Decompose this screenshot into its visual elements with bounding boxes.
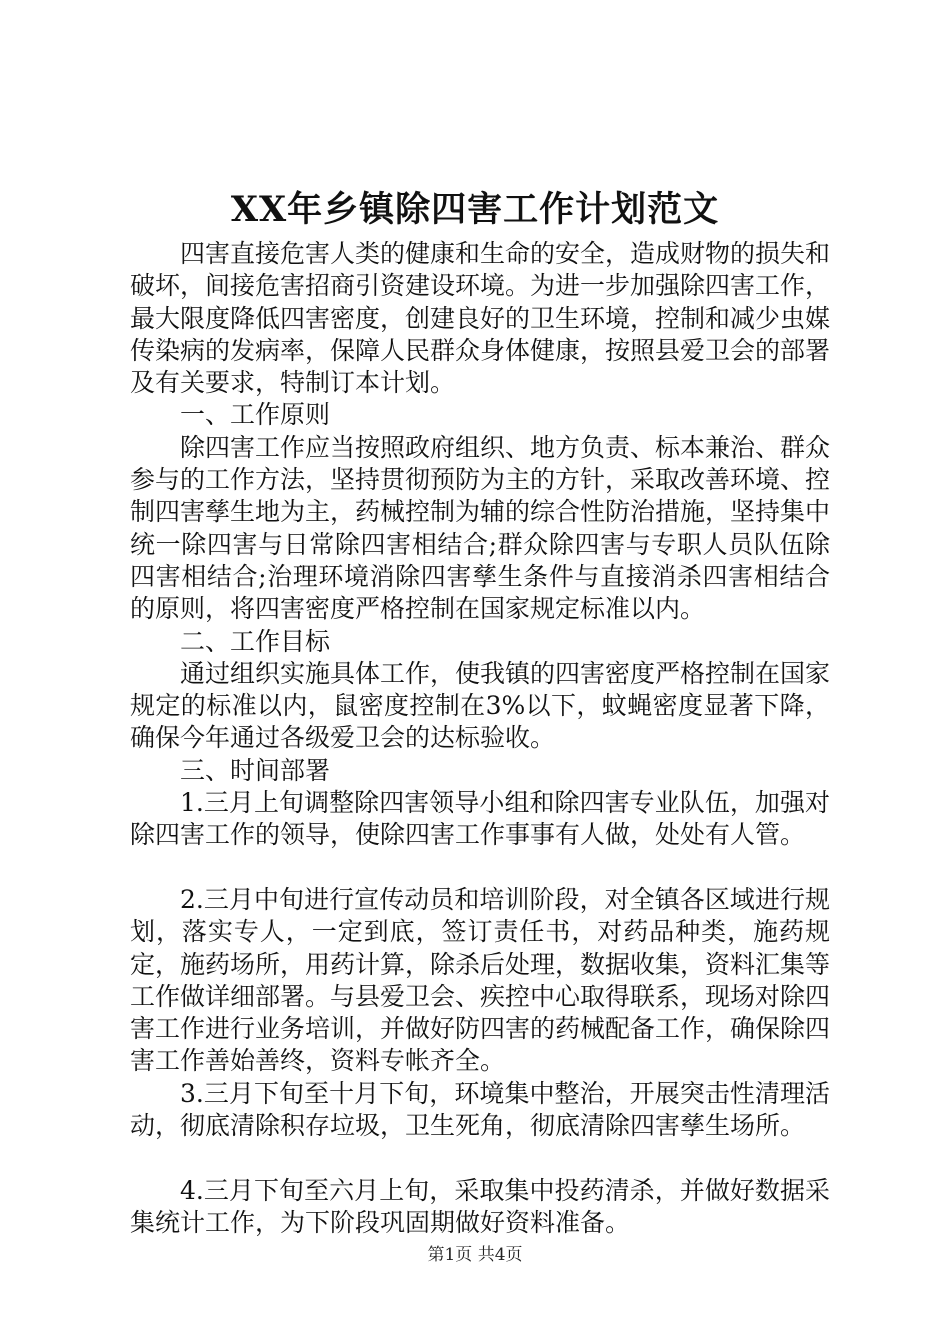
- page-number-footer: 第1页 共4页: [427, 1245, 523, 1265]
- principles-paragraph: 除四害工作应当按照政府组织、地方负责、标本兼治、群众参与的工作方法，坚持贯彻预防为主的方针，采取改善环境、控制四害孳生地为主，药械控制为辅的综合性防治措施，坚持集中统一除四害与日常除四害相结合;群众除四害与专职人员队伍除四害相结合;治理环境消除四害孳生条件与直接消杀四害相结合的原则，将四害密度严格控制在国家规定标准以内。: [130, 432, 831, 624]
- schedule-item-4: 4.三月下旬至六月上旬，采取集中投药清杀，并做好数据采集统计工作，为下阶段巩固期做好资料准备。: [130, 1175, 830, 1237]
- schedule-item-2: 2.三月中旬进行宣传动员和培训阶段，对全镇各区域进行规划，落实专人，一定到底，签订责任书，对药品种类，施药规定，施药场所，用药计算，除杀后处理，数据收集，资料汇集等工作做详细部署。与县爱卫会、疾控中心取得联系，现场对除四害工作进行业务培训，并做好防四害的药械配备工作，确保除四害工作善始善终，资料专帐齐全。: [130, 884, 831, 1076]
- section-heading-goals: 二、工作目标: [180, 626, 331, 656]
- section-heading-schedule: 三、时间部署: [180, 755, 331, 785]
- schedule-item-3: 3.三月下旬至十月下旬，环境集中整治，开展突击性清理活动，彻底清除积存垃圾，卫生死角，彻底清除四害孳生场所。: [130, 1078, 830, 1141]
- section-heading-principles: 一、工作原则: [180, 400, 331, 430]
- intro-paragraph: 四害直接危害人类的健康和生命的安全，造成财物的损失和破坏，间接危害招商引资建设环境。为进一步加强除四害工作，最大限度降低四害密度，创建良好的卫生环境，控制和减少虫媒传染病的发病率，保障人民群众身体健康，按照县爱卫会的部署及有关要求，特制订本计划。: [130, 239, 831, 398]
- goals-paragraph: 通过组织实施具体工作，使我镇的四害密度严格控制在国家规定的标准以内，鼠密度控制在3%以下，蚊蝇密度显著下降，确保今年通过各级爱卫会的达标验收。: [130, 658, 831, 753]
- document-body: [130, 238, 830, 1239]
- schedule-item-1: 1.三月上旬调整除四害领导小组和除四害专业队伍，加强对除四害工作的领导，使除四害工作事事有人做，处处有人管。: [130, 788, 830, 850]
- document-title: XX年乡镇除四害工作计划范文: [230, 189, 720, 230]
